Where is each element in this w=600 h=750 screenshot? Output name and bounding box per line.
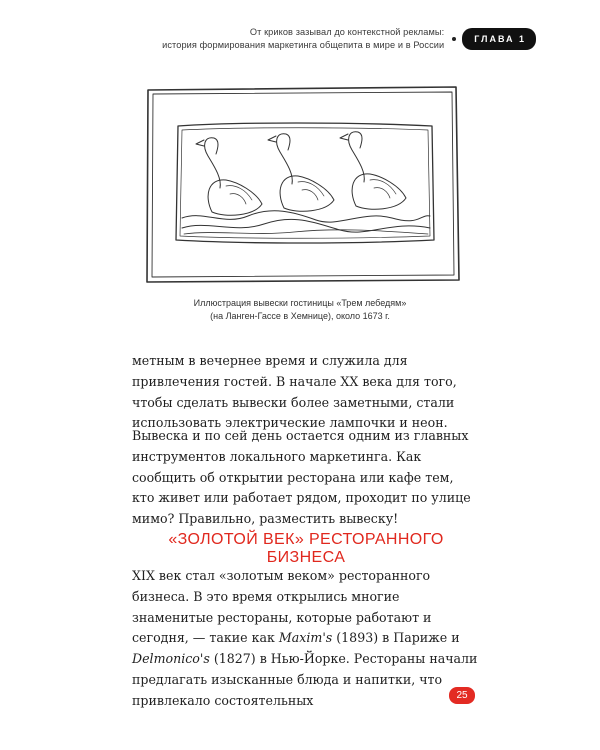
figure-caption	[150, 297, 450, 322]
restaurant-name-maxims: Maxim's	[278, 630, 333, 646]
paragraph-3	[132, 566, 478, 712]
swan-right-icon	[340, 132, 406, 210]
chapter-badge: ГЛАВА 1	[462, 28, 536, 50]
page-number-badge: 25	[449, 687, 475, 704]
swan-left-icon	[196, 138, 262, 216]
paragraph-1: метным в вечернее время и служила для привлечения гостей. В начале ХХ века для того, чтобы сделать вывески более заметными, стали использовать электрические лампочки и неон.	[132, 353, 457, 431]
figure-caption-line-2: (на Ланген-Гассе в Хемнице), около 1673 г.	[210, 310, 390, 321]
section-heading: «ЗОЛОТОЙ ВЕК» РЕСТОРАННОГО БИЗНЕСА	[168, 531, 444, 566]
paragraph-2: Вывеска и по сей день остается одним из главных инструментов локального маркетинга. Как сообщить об открытии ресторана или кафе тем, кто живет или работает рядом, проходит по улице мимо? Правильно, разместить вывеску!	[132, 428, 471, 527]
running-header-title	[162, 26, 444, 51]
paragraph-3-text-b: (1893) в Париже и	[332, 630, 460, 646]
three-swans-sign-illustration	[144, 84, 462, 284]
running-header	[162, 26, 536, 51]
paragraph-3-text-a: XIX век стал «золотым веком» ресторанного бизнеса. В это время открылись многие знаменитые рестораны, которые работают и сегодня, — такие как	[132, 568, 432, 646]
running-header-line-2: история формирования маркетинга общепита в мире и в России	[162, 39, 445, 50]
restaurant-name-delmonicos: Delmonico's	[132, 651, 210, 667]
figure-caption-line-1: Иллюстрация вывески гостиницы «Трем лебедям»	[193, 298, 407, 308]
swan-middle-icon	[268, 134, 334, 212]
paragraph-3-text-c: (1827) в Нью-Йорке. Рестораны начали предлагать изысканные блюда и напитки, что привлекало состоятельных	[132, 651, 478, 708]
running-header-line-1: От криков зазывал до контекстной рекламы:	[249, 27, 445, 37]
bullet-dot-icon	[452, 37, 456, 41]
